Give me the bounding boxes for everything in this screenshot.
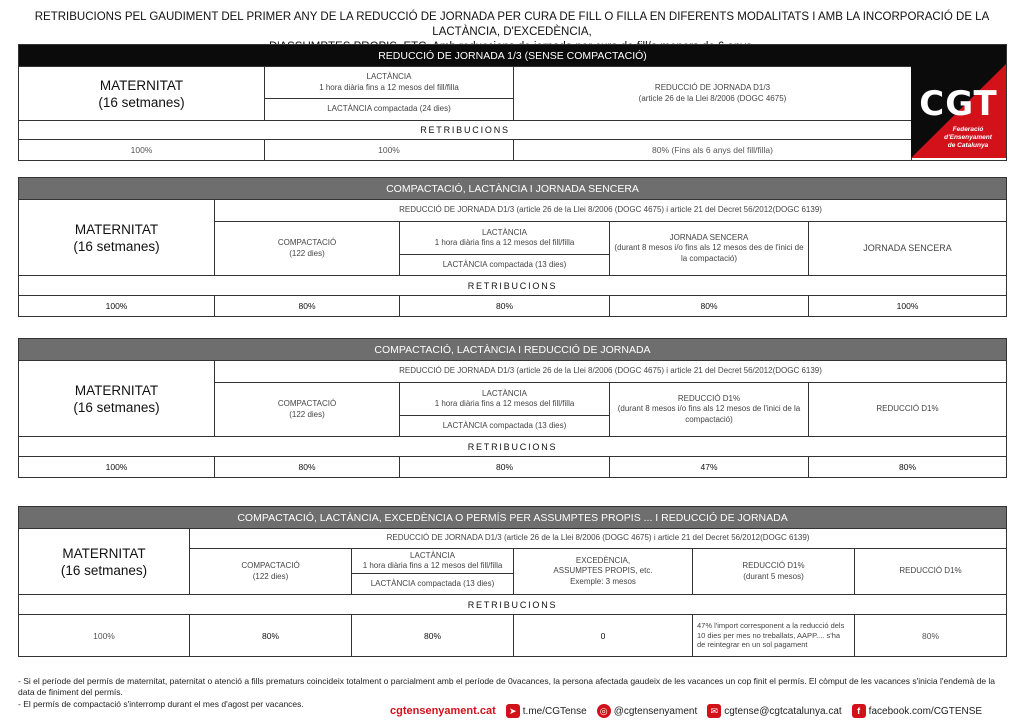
- telegram-link[interactable]: t.me/CGTense: [522, 705, 587, 717]
- reduccio-sub: (article 26 de la Llei 8/2006 (DOGC 4675): [638, 93, 787, 103]
- table-reduccio-sense-compactacio: [18, 44, 1007, 161]
- lactancia-label: LACTÀNCIA: [482, 388, 527, 398]
- logo-sub1: Federació d'Ensenyament: [944, 126, 992, 141]
- lactancia-compactada-cell: LACTÀNCIA compactada (24 dies): [265, 99, 514, 121]
- lactancia-label: LACTÀNCIA: [366, 72, 412, 81]
- block2-header: COMPACTACIÓ, LACTÀNCIA I JORNADA SENCERA: [19, 178, 1007, 200]
- logo-sub2: de Catalunya: [947, 142, 989, 149]
- pct-cell: 80%: [215, 296, 400, 317]
- reduccio-title: REDUCCIÓ D1%: [742, 561, 805, 570]
- pct-cell: 80% (Fins als 6 anys del fill/filla): [514, 140, 912, 161]
- pct-cell: 80%: [400, 296, 610, 317]
- lactancia-cell: [265, 67, 514, 99]
- lactancia-desc: 1 hora diària fins a 12 mesos del fill/filla: [434, 399, 575, 408]
- pct-cell: 80%: [215, 457, 400, 478]
- lactancia-label: LACTÀNCIA: [482, 227, 527, 237]
- jornada-sencera-cell: [610, 222, 809, 276]
- email-link[interactable]: cgtense@cgtcatalunya.cat: [724, 705, 842, 717]
- maternitat-cell: [19, 361, 215, 437]
- reduccio-last-cell: REDUCCIÓ D1%: [855, 549, 1007, 595]
- pct-cell: 0: [514, 615, 693, 657]
- jornada-sencera-desc: (durant 8 mesos i/o fins als 12 mesos des de l'inici de la compactació): [614, 243, 804, 263]
- footnote: - El permís de compactació s'interromp durant el mes d'agost per vacances.: [18, 699, 304, 709]
- footer-telegram[interactable]: [506, 704, 587, 718]
- lactancia-desc: 1 hora diària fins a 12 mesos del fill/filla: [362, 561, 503, 570]
- pct-cell: 80%: [855, 615, 1007, 657]
- telegram-icon: ➤: [506, 704, 520, 718]
- pct-cell: 80%: [190, 615, 352, 657]
- compactacio-dies: (122 dies): [252, 571, 289, 581]
- pct-cell: 47%: [610, 457, 809, 478]
- reduccio-cell: [514, 67, 912, 121]
- pct-note-cell: 47% l'import corresponent a la reducció dels 10 dies per mes no treballats, AAPP.... s'ha de reintegrar en un sol pagament: [693, 615, 855, 657]
- table-excedencia-reduccio: [18, 506, 1007, 657]
- compactacio-label: COMPACTACIÓ: [277, 238, 337, 247]
- retribucions-label: RETRIBUCIONS: [19, 276, 1007, 296]
- footer-instagram[interactable]: [597, 704, 698, 718]
- retribucions-label: RETRIBUCIONS: [19, 437, 1007, 457]
- setmanes-label: (16 setmanes): [73, 238, 160, 254]
- email-icon: ✉: [707, 704, 721, 718]
- pct-cell: 80%: [400, 457, 610, 478]
- footer-site-link[interactable]: cgtensenyament.cat: [390, 705, 496, 717]
- lactancia-compactada-cell: LACTÀNCIA compactada (13 dies): [352, 574, 514, 595]
- pct-cell: 100%: [19, 140, 265, 161]
- lactancia-compactada-cell: LACTÀNCIA compactada (13 dies): [400, 416, 610, 437]
- jornada-sencera-last-cell: JORNADA SENCERA: [809, 222, 1007, 276]
- compactacio-label: COMPACTACIÓ: [277, 399, 337, 408]
- block3-header: COMPACTACIÓ, LACTÀNCIA I REDUCCIÓ DE JORNADA: [19, 339, 1007, 361]
- reduccio-desc: (durant 8 mesos i/o fins als 12 mesos de l'inici de la compactació): [617, 404, 801, 424]
- reduccio-long-cell: REDUCCIÓ DE JORNADA D1/3 (article 26 de la Llei 8/2006 (DOGC 4675) i article 21 del Decret 56/2012(DOGC 6139): [215, 361, 1007, 383]
- lactancia-compactada-cell: LACTÀNCIA compactada (13 dies): [400, 255, 610, 276]
- footer-facebook[interactable]: [852, 704, 982, 718]
- pct-cell: 80%: [352, 615, 514, 657]
- compactacio-cell: [190, 549, 352, 595]
- excedencia-cell: [514, 549, 693, 595]
- maternitat-label: MATERNITAT: [62, 545, 146, 561]
- footnote: - Si el període del permís de maternitat, paternitat o atenció a fills prematurs coincideix totalment o parcialment amb el període de 0vacances, la persona afectada gaudeix de les vacances un cop finit el permís. El còmput de les vacances s'inicia l'endemà de la data de finiment del permís.: [18, 676, 996, 697]
- instagram-icon: ◎: [597, 704, 611, 718]
- excedencia-example: Exemple: 3 mesos: [570, 576, 636, 586]
- page-title-line1: RETRIBUCIONS PEL GAUDIMENT DEL PRIMER ANY DE LA REDUCCIÓ DE JORNADA PER CURA DE FILL O FILLA EN DIFERENTS MODALITATS I AMB LA INCORPORACIÓ DE LA LACTÀNCIA, D'EXCEDÈNCIA,: [34, 11, 990, 38]
- compactacio-cell: [215, 222, 400, 276]
- logo-subtitle: [933, 126, 1003, 150]
- pct-cell: 100%: [19, 457, 215, 478]
- block1-header: REDUCCIÓ DE JORNADA 1/3 (SENSE COMPACTACIÓ): [19, 45, 1007, 67]
- excedencia-sub: ASSUMPTES PROPIS, etc.: [553, 566, 653, 576]
- instagram-link[interactable]: @cgtensenyament: [613, 705, 698, 717]
- table-compactacio-jornada-sencera: [18, 177, 1007, 317]
- facebook-link[interactable]: facebook.com/CGTENSE: [868, 705, 983, 717]
- maternitat-label: MATERNITAT: [74, 382, 159, 398]
- excedencia-title: EXCEDÈNCIA,: [575, 555, 631, 565]
- pct-cell: 80%: [610, 296, 809, 317]
- retribucions-label: RETRIBUCIONS: [19, 121, 912, 140]
- footer-email[interactable]: [707, 704, 841, 718]
- reduccio-cell: [693, 549, 855, 595]
- maternitat-label: MATERNITAT: [74, 221, 159, 237]
- pct-cell: 100%: [19, 296, 215, 317]
- lactancia-cell: [400, 222, 610, 255]
- reduccio-title: REDUCCIÓ DE JORNADA D1/3: [654, 83, 771, 92]
- maternitat-cell: [19, 67, 265, 121]
- setmanes-label: (16 setmanes): [60, 562, 148, 578]
- compactacio-dies: (122 dies): [289, 409, 325, 419]
- footer-contacts: [390, 702, 982, 720]
- cgt-logo: [911, 64, 1006, 158]
- reduccio-long-cell: REDUCCIÓ DE JORNADA D1/3 (article 26 de la Llei 8/2006 (DOGC 4675) i article 21 del Decret 56/2012(DOGC 6139): [215, 200, 1007, 222]
- facebook-icon: f: [852, 704, 866, 718]
- pct-cell: 100%: [19, 615, 190, 657]
- compactacio-cell: [215, 383, 400, 437]
- maternitat-cell: [19, 200, 215, 276]
- lactancia-desc: 1 hora diària fins a 12 mesos del fill/filla: [319, 82, 459, 92]
- pct-cell: 80%: [809, 457, 1007, 478]
- reduccio-long-cell: REDUCCIÓ DE JORNADA D1/3 (article 26 de la Llei 8/2006 (DOGC 4675) i article 21 del Decret 56/2012(DOGC 6139): [190, 529, 1007, 549]
- block4-header: COMPACTACIÓ, LACTÀNCIA, EXCEDÈNCIA O PERMÍS PER ASSUMPTES PROPIS ... I REDUCCIÓ DE JORNADA: [19, 507, 1007, 529]
- pct-cell: 100%: [265, 140, 514, 161]
- lactancia-cell: [400, 383, 610, 416]
- lactancia-desc: 1 hora diària fins a 12 mesos del fill/filla: [434, 238, 575, 247]
- lactancia-label: LACTÀNCIA: [410, 550, 455, 560]
- maternitat-label: MATERNITAT: [99, 77, 184, 93]
- setmanes-label: (16 setmanes): [98, 94, 185, 110]
- reduccio-title: REDUCCIÓ D1%: [677, 393, 741, 403]
- compactacio-label: COMPACTACIÓ: [241, 561, 300, 570]
- logo-letters: CGT: [919, 84, 998, 124]
- reduccio-sub: (durant 5 mesos): [743, 571, 804, 581]
- maternitat-cell: [19, 529, 190, 595]
- pct-cell: 100%: [809, 296, 1007, 317]
- setmanes-label: (16 setmanes): [73, 399, 160, 415]
- reduccio-last-cell: REDUCCIÓ D1%: [809, 383, 1007, 437]
- retribucions-label: RETRIBUCIONS: [19, 595, 1007, 615]
- compactacio-dies: (122 dies): [289, 248, 325, 258]
- table-compactacio-reduccio: [18, 338, 1007, 478]
- lactancia-cell: [352, 549, 514, 574]
- reduccio-cell: [610, 383, 809, 437]
- jornada-sencera-title: JORNADA SENCERA: [669, 232, 749, 242]
